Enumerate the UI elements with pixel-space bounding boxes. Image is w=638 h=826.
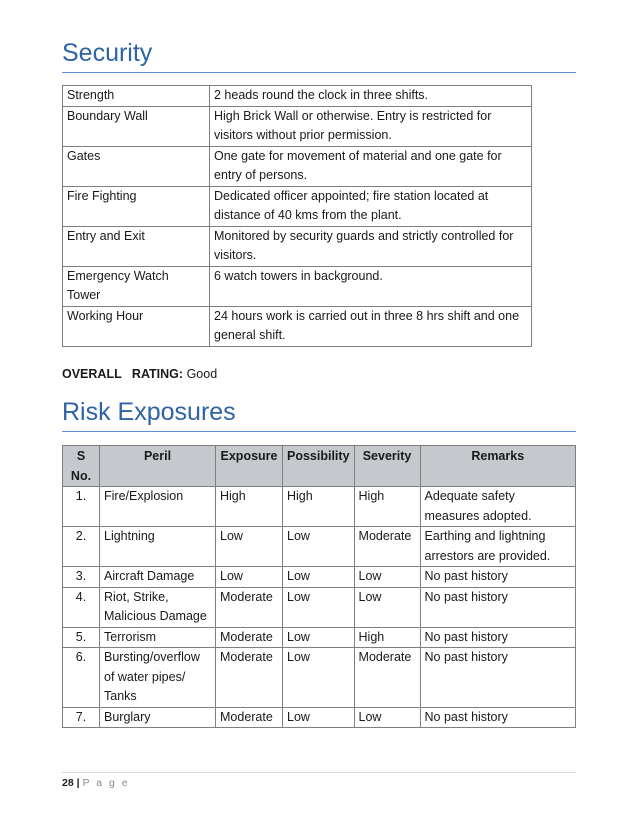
cell-exposure: Moderate [216, 648, 283, 708]
cell-peril: Fire/Explosion [100, 487, 216, 527]
table-row [63, 306, 532, 346]
cell-possibility: Low [283, 627, 355, 648]
table-header-row [63, 446, 576, 487]
cell-remarks: No past history [420, 648, 575, 708]
table-row [63, 186, 532, 226]
cell-peril: Terrorism [100, 627, 216, 648]
table-row [63, 226, 532, 266]
cell-peril: Bursting/overflow of water pipes/ Tanks [100, 648, 216, 708]
cell-exposure: Moderate [216, 627, 283, 648]
header-sno: S No. [63, 446, 100, 487]
cell-exposure: Low [216, 567, 283, 588]
table-row [63, 86, 532, 107]
footer-separator: | [76, 777, 80, 789]
cell-peril: Aircraft Damage [100, 567, 216, 588]
cell-remarks: No past history [420, 707, 575, 728]
cell-peril: Lightning [100, 527, 216, 567]
header-possibility: Possibility [283, 446, 355, 487]
cell-possibility: Low [283, 587, 355, 627]
risk-exposures-table [62, 445, 576, 728]
cell-sno: 3. [63, 567, 100, 588]
security-key: Strength [63, 86, 210, 107]
cell-exposure: Moderate [216, 707, 283, 728]
security-key: Entry and Exit [63, 226, 210, 266]
cell-peril: Burglary [100, 707, 216, 728]
security-value: 6 watch towers in background. [210, 266, 532, 306]
cell-remarks: No past history [420, 627, 575, 648]
table-row [63, 527, 576, 567]
page-label: P a g e [82, 777, 130, 789]
table-row [63, 707, 576, 728]
security-value: Dedicated officer appointed; fire station located at distance of 40 kms from the plant. [210, 186, 532, 226]
table-row [63, 266, 532, 306]
overall-rating-label: OVERALL RATING: [62, 367, 184, 381]
header-exposure: Exposure [216, 446, 283, 487]
cell-possibility: Low [283, 527, 355, 567]
security-value: One gate for movement of material and one gate for entry of persons. [210, 146, 532, 186]
cell-remarks: No past history [420, 587, 575, 627]
security-heading: Security [62, 38, 576, 73]
cell-possibility: High [283, 487, 355, 527]
cell-exposure: Moderate [216, 587, 283, 627]
cell-severity: Low [354, 567, 420, 588]
cell-sno: 2. [63, 527, 100, 567]
table-row [63, 627, 576, 648]
cell-possibility: Low [283, 567, 355, 588]
header-severity: Severity [354, 446, 420, 487]
table-row [63, 106, 532, 146]
cell-severity: Moderate [354, 527, 420, 567]
cell-possibility: Low [283, 648, 355, 708]
cell-possibility: Low [283, 707, 355, 728]
cell-exposure: Low [216, 527, 283, 567]
page-footer [62, 772, 576, 789]
header-remarks: Remarks [420, 446, 575, 487]
risk-exposures-heading: Risk Exposures [62, 397, 576, 432]
page-number: 28 [62, 777, 74, 789]
table-row [63, 146, 532, 186]
table-row [63, 648, 576, 708]
cell-severity: Low [354, 707, 420, 728]
security-value: High Brick Wall or otherwise. Entry is restricted for visitors without prior permission. [210, 106, 532, 146]
cell-remarks: Adequate safety measures adopted. [420, 487, 575, 527]
cell-severity: High [354, 627, 420, 648]
security-value: 2 heads round the clock in three shifts. [210, 86, 532, 107]
cell-remarks: Earthing and lightning arrestors are provided. [420, 527, 575, 567]
security-key: Emergency Watch Tower [63, 266, 210, 306]
table-row [63, 567, 576, 588]
table-row [63, 487, 576, 527]
table-row [63, 587, 576, 627]
security-key: Gates [63, 146, 210, 186]
header-peril: Peril [100, 446, 216, 487]
cell-exposure: High [216, 487, 283, 527]
cell-sno: 5. [63, 627, 100, 648]
security-key: Fire Fighting [63, 186, 210, 226]
security-value: Monitored by security guards and strictly controlled for visitors. [210, 226, 532, 266]
security-key: Working Hour [63, 306, 210, 346]
cell-sno: 1. [63, 487, 100, 527]
cell-peril: Riot, Strike, Malicious Damage [100, 587, 216, 627]
overall-rating-value: Good [186, 367, 218, 381]
overall-rating [62, 367, 217, 381]
cell-remarks: No past history [420, 567, 575, 588]
cell-severity: Moderate [354, 648, 420, 708]
security-key: Boundary Wall [63, 106, 210, 146]
cell-sno: 6. [63, 648, 100, 708]
cell-sno: 7. [63, 707, 100, 728]
security-value: 24 hours work is carried out in three 8 hrs shift and one general shift. [210, 306, 532, 346]
security-table [62, 85, 532, 347]
cell-severity: High [354, 487, 420, 527]
cell-severity: Low [354, 587, 420, 627]
cell-sno: 4. [63, 587, 100, 627]
